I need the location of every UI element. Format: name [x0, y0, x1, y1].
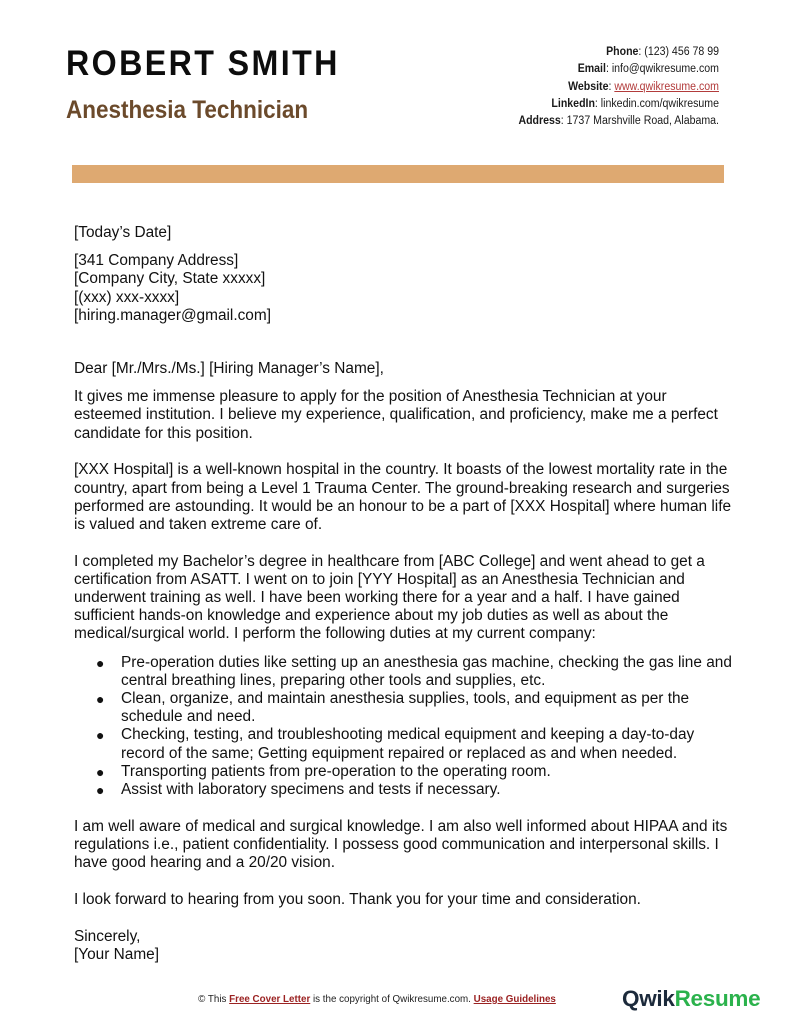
salutation: Dear [Mr./Mrs./Ms.] [Hiring Manager’s Name], [74, 360, 384, 378]
paragraph: It gives me immense pleasure to apply for the position of Anesthesia Technician at your esteemed institution. I believe my experience, qualification, and proficiency, make me a perfect candidate for this position. [74, 388, 718, 442]
letter-date: [Today’s Date] [74, 224, 172, 241]
list-item: ● Pre-operation duties like setting up an anesthesia gas machine, checking the gas line and central breathing lines, preparing other tools and supplies, etc. [96, 653, 732, 689]
list-item: ● Assist with laboratory specimens and tests if necessary. [96, 781, 501, 799]
contact-linkedin: LinkedIn: linkedin.com/qwikresume [551, 97, 719, 110]
contact-email: Email: info@qwikresume.com [577, 63, 719, 76]
job-title: Anesthesia Technician [66, 96, 309, 124]
recipient-address [74, 252, 734, 325]
contact-value: linkedin.com/qwikresume [600, 97, 719, 110]
website-link[interactable]: www.qwikresume.com [614, 80, 719, 93]
paragraph: I completed my Bachelor’s degree in healthcare from [ABC College] and went ahead to get a certification from ASATT. I went on to join [YYY Hospital] as an Anesthesia Technician and underwent training as well. I have been working there for a year and a half. I have gained sufficient hands-on knowledge and experience about my job duties as well as about the medical/surgical world. I perform the following duties at my current company: [74, 552, 705, 643]
header-divider-bar [72, 165, 724, 183]
contact-address: Address: 1737 Marshville Road, Alabama. [518, 115, 719, 128]
copyright-footer: © This Free Cover Letter is the copyright of Qwikresume.com. Usage Guidelines [198, 994, 556, 1005]
contact-info [518, 44, 719, 130]
paragraph: [XXX Hospital] is a well-known hospital in the country. It boasts of the lowest mortality rate in the country, apart from being a Level 1 Trauma Center. The ground-breaking research and surgeries performed are astounding. It would be an honour to be a part of [XXX Hospital] where human life is valued and taken extreme care of. [74, 461, 732, 533]
list-item: ● Transporting patients from pre-operation to the operating room. [96, 762, 551, 780]
bullet-icon: ● [96, 782, 105, 799]
list-item: ● Checking, testing, and troubleshooting medical equipment and keeping a day-to-day record of the same; Getting equipment repaired or replaced as and when needed. [96, 726, 695, 762]
bullet-icon: ● [96, 763, 105, 780]
usage-guidelines-link[interactable]: Usage Guidelines [473, 994, 556, 1005]
contact-label: Phone [606, 46, 639, 58]
duties-list [74, 654, 734, 800]
cover-letter-body [74, 224, 734, 964]
contact-label: LinkedIn [551, 97, 595, 110]
candidate-name: ROBERT SMITH [66, 44, 340, 83]
address-line: [Company City, State xxxxx] [74, 270, 266, 288]
signature: [Your Name] [74, 945, 159, 963]
bullet-icon: ● [96, 727, 105, 744]
contact-label: Email [577, 63, 606, 76]
contact-label: Website [568, 80, 609, 93]
contact-label: Address [518, 115, 561, 128]
list-item: ● Clean, organize, and maintain anesthesia supplies, tools, and equipment as per the schedule and need. [96, 690, 690, 726]
contact-value: 1737 Marshville Road, Alabama. [566, 115, 719, 128]
address-line: [(xxx) xxx-xxxx] [74, 288, 180, 306]
paragraph: I look forward to hearing from you soon. Thank you for your time and consideration. [74, 890, 641, 908]
bullet-icon: ● [96, 654, 105, 671]
sign-off: Sincerely, [74, 927, 141, 945]
bullet-icon: ● [96, 691, 105, 708]
qwikresume-logo[interactable]: QwikResume [622, 986, 761, 1011]
contact-website: Website: www.qwikresume.com [568, 80, 719, 93]
contact-value: info@qwikresume.com [611, 63, 719, 76]
contact-phone: Phone: (123) 456 78 99 [606, 46, 719, 58]
free-cover-letter-link[interactable]: Free Cover Letter [229, 994, 311, 1005]
paragraph: I am well aware of medical and surgical knowledge. I am also well informed about HIPAA and its regulations i.e., patient confidentiality. I possess good communication and interpersonal skills. I have good hearing and a 20/20 vision. [74, 817, 728, 872]
address-line: [hiring.manager@gmail.com] [74, 306, 271, 324]
contact-value: (123) 456 78 99 [644, 46, 719, 58]
address-line: [341 Company Address] [74, 252, 239, 270]
